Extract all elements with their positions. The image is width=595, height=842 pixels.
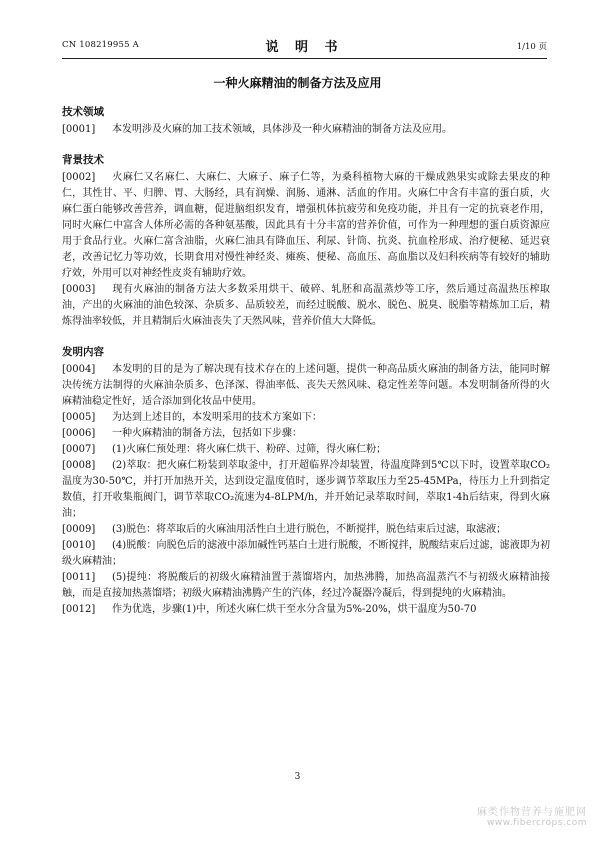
watermark — [477, 803, 587, 828]
paragraph-number: [0010] — [62, 540, 96, 551]
section-technical-field — [62, 104, 550, 138]
section-heading: 背景技术 — [62, 154, 104, 166]
paragraph — [62, 282, 550, 330]
paragraph-text: 为达到上述目的，本发明采用的技术方案如下： — [112, 412, 322, 423]
paragraph — [62, 442, 550, 458]
paragraph — [62, 458, 550, 522]
paragraph-text: 本发明涉及火麻的加工技术领域，具体涉及一种火麻精油的制备方法及应用。 — [112, 124, 452, 135]
paragraph-number: [0001] — [62, 124, 96, 135]
paragraph-text: (5)提纯：将脱酸后的初级火麻精油置于蒸馏塔内，加热沸腾，加热高温蒸汽不与初级火麻精油接触，而是直接加热蒸馏塔；初级火麻精油沸腾产生的汽体，经过冷凝器冷凝后，得到提纯的火麻精油。 — [62, 572, 550, 599]
page-header — [62, 36, 547, 56]
paragraph-number: [0006] — [62, 428, 96, 439]
paragraph — [62, 170, 550, 282]
paragraph — [62, 362, 550, 410]
document-title: 一种火麻精油的制备方法及应用 — [213, 76, 382, 90]
paragraph-number: [0002] — [62, 172, 96, 183]
paragraph-text: (2)萃取：把火麻仁粉装到萃取釜中，打开超临界冷却装置，待温度降到5℃以下时，设置萃取CO₂温度为30-50℃，并打开加热开关，达到设定温度值时，逐步调节萃取压力至25-45MPa，待压力上升到指定数值，打开收集瓶阀门，调节萃取CO₂流速为4-8LPM/h，并开始记录萃取时间，萃取1-4h后结束，得到火麻油； — [62, 460, 550, 519]
section-heading: 发明内容 — [62, 346, 104, 358]
page-number: 3 — [294, 772, 301, 782]
document-type: 说 明 书 — [265, 40, 344, 55]
paragraph-number: [0012] — [62, 604, 96, 615]
paragraph-number: [0008] — [62, 460, 96, 471]
watermark-url: www.fibercrops.com — [487, 818, 587, 828]
document-body — [62, 104, 550, 618]
paragraph — [62, 122, 550, 138]
paragraph — [62, 538, 550, 570]
paragraph-number: [0011] — [62, 572, 96, 583]
paragraph-text: (4)脱酸：向脱色后的滤液中添加碱性钙基白土进行脱酸，不断搅拌，脱酸结束后过滤，滤液即为初级火麻精油； — [62, 540, 550, 567]
paragraph-number: [0003] — [62, 284, 96, 295]
paragraph-number: [0005] — [62, 412, 96, 423]
paragraph-text: 火麻仁又名麻仁、大麻仁、大麻子、麻子仁等，为桑科植物大麻的干燥成熟果实或除去果皮的种仁，其性甘、平、归脾、胃、大肠经，具有润燥、润肠、通淋、活血的作用。火麻仁中含有丰富的蛋白质，火麻仁蛋白能够改善营养，调血糖，促进脑组织发育，增强机体抗疲劳和免疫功能，并且有一定的抗衰老作用，同时火麻仁中富含人体所必需的各种氨基酸，因此具有十分丰富的营养价值，可作为一种理想的蛋白质资源应用于食品行业。火麻仁富含油脂，火麻仁油具有降血压、利尿、针筒、抗炎、抗血栓形成、治疗便秘、延迟衰老，改善记忆力等功效，长期食用对慢性神经炎、瘫痪、便秘、高血压、高血脂以及妇科疾病等有较好的辅助疗效，外用可以对神经性皮炎有辅助疗效。 — [62, 172, 550, 279]
section-heading: 技术领域 — [62, 106, 104, 118]
paragraph-text: 作为优选，步骤(1)中，所述火麻仁烘干至水分含量为5%-20%，烘干温度为50-70 — [112, 604, 477, 615]
header-divider — [62, 58, 547, 59]
section-invention-content — [62, 344, 550, 618]
page-indicator: 1/10 页 — [516, 42, 547, 52]
paragraph-text: (1)火麻仁预处理：将火麻仁烘干、粉碎、过筛，得火麻仁粉； — [112, 444, 387, 455]
paragraph — [62, 602, 550, 618]
paragraph-number: [0009] — [62, 524, 96, 535]
paragraph — [62, 570, 550, 602]
paragraph-text: (3)脱色：将萃取后的火麻油用活性白土进行脱色，不断搅拌，脱色结束后过滤，取滤液； — [112, 524, 507, 535]
watermark-site-name: 麻类作物营养与施肥网 — [477, 807, 587, 818]
patent-number: CN 108219955 A — [62, 40, 139, 50]
paragraph — [62, 522, 550, 538]
paragraph — [62, 426, 550, 442]
paragraph-number: [0004] — [62, 364, 96, 375]
paragraph-number: [0007] — [62, 444, 96, 455]
paragraph-text: 本发明的目的是为了解决现有技术存在的上述问题，提供一种高品质火麻油的制备方法，能同时解决传统方法制得的火麻油杂质多、色泽深、得油率低、丧失天然风味、稳定性差等问题。本发明制备所得的火麻精油稳定性好，适合添加到化妆品中使用。 — [62, 364, 550, 407]
paragraph-text: 现有火麻油的制备方法大多数采用烘干、破碎、轧胚和高温蒸炒等工序，然后通过高温热压榨取油，产出的火麻油的油色较深、杂质多、品质较差，而经过脱酸、脱水、脱色、脱臭、脱脂等精炼加工后，精炼得油率较低，并且精制后火麻油丧失了天然风味，营养价值大大降低。 — [62, 284, 550, 327]
paragraph — [62, 410, 550, 426]
paragraph-text: 一种火麻精油的制备方法，包括如下步骤： — [112, 428, 302, 439]
section-background — [62, 152, 550, 330]
